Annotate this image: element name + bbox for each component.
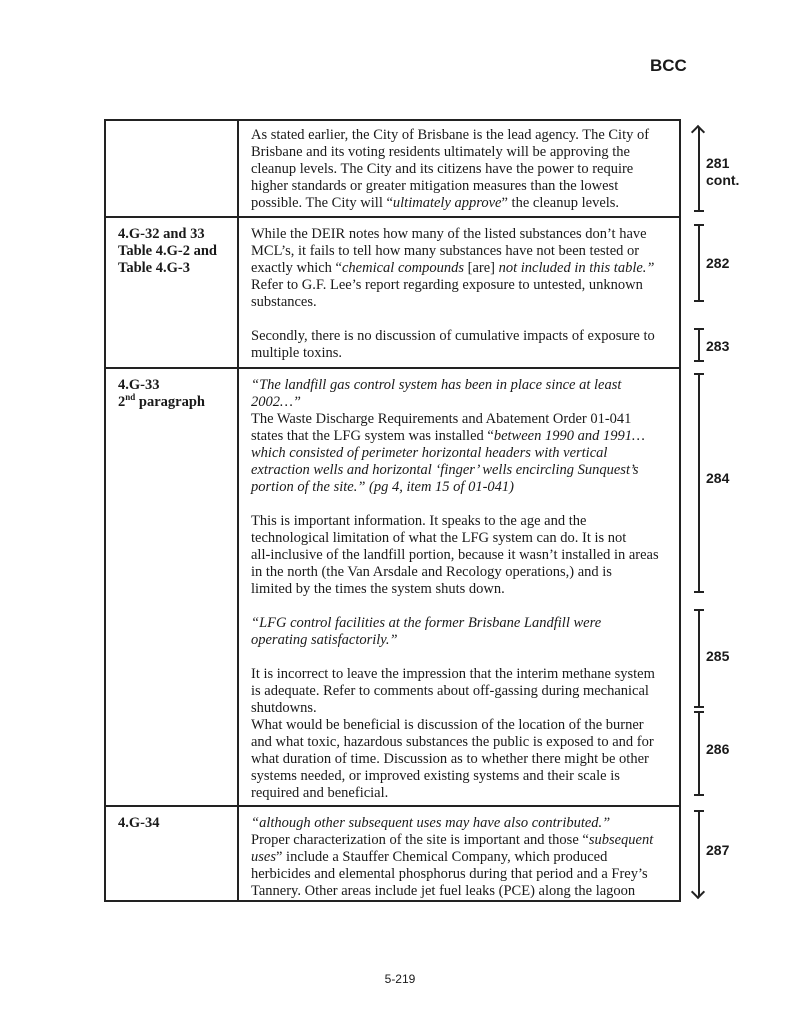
paragraph: While the DEIR notes how many of the listed substances don’t have MCL’s, it fails to tell how many substances have not been tested or exactly which “chemical compounds [are] not included in this table.” Refer to G.F. Lee’s report regarding exposure to untested, unknown substances.: [251, 226, 655, 310]
comment-number-284: 284: [706, 470, 730, 486]
comment-bracket-285: [694, 609, 704, 708]
comment-cell-row-3: [251, 377, 676, 802]
comment-bracket-282: [694, 224, 704, 302]
comment-bracket-286: [694, 711, 704, 796]
section-reference-row-2: 4.G-32 and 33 Table 4.G-2 and Table 4.G-3: [118, 226, 217, 276]
column-divider: [237, 121, 239, 900]
paragraph: This is important information. It speaks to the age and the technological limitation of what the LFG system can do. It is not all-inclusive of the landfill portion, because it wasn’t installed in areas in the north (the Van Arsdale and Recology operations,) and is limited by the times the system shuts down.: [251, 513, 659, 597]
comment-number-282: 282: [706, 255, 730, 271]
paragraph: “LFG control facilities at the former Brisbane Landfill were operating satisfactorily.”: [251, 615, 602, 648]
comment-bracket-287: [694, 810, 704, 896]
paragraph: Secondly, there is no discussion of cumulative impacts of exposure to multiple toxins.: [251, 328, 655, 361]
row-divider: [106, 216, 679, 218]
section-reference-row-4: 4.G-34: [118, 815, 160, 831]
paragraph: As stated earlier, the City of Brisbane is the lead agency. The City of Brisbane and its voting residents ultimately will be approving the cleanup levels. The City and its citizens have the power to require higher standards or greater mitigation measures than the lowest possible. The City will “ultimately approve” the cleanup levels.: [251, 127, 650, 211]
comment-number-285: 285: [706, 648, 730, 664]
paragraph: It is incorrect to leave the impression that the interim methane system is adequate. Refer to comments about off-gassing during mechanical shutdowns. What would be beneficial is discussion of the location of the burner and what toxic, hazardous substances the public is exposed to and for what duration of time. Discussion as to whether there might be other systems needed, or improved existing systems and their scale is required and beneficial.: [251, 666, 655, 801]
comment-table: [104, 119, 681, 902]
comment-bracket-283: [694, 328, 704, 362]
comment-number-287: 287: [706, 842, 730, 858]
comment-cell-row-4: [251, 815, 676, 900]
paragraph: “The landfill gas control system has been in place since at least 2002…” The Waste Discharge Requirements and Abatement Order 01-041 states that the LFG system was installed “between 1990 and 1991… which consisted of perimeter horizontal headers with vertical extraction wells and horizontal ‘finger’ wells encircling Sunquest’s portion of the site.” (pg 4, item 15 of 01-041): [251, 377, 645, 495]
page-number: 5-219: [384, 972, 416, 986]
row-divider: [106, 367, 679, 369]
comment-number-283: 283: [706, 338, 730, 354]
comment-bracket-284: [694, 373, 704, 593]
comment-number-281: 281 cont.: [706, 155, 740, 188]
document-code-header: BCC: [650, 56, 687, 75]
section-reference-row-3: 4.G-33 2nd paragraph: [118, 377, 205, 410]
paragraph: “although other subsequent uses may have also contributed.” Proper characterization of the site is important and those “subsequent uses” include a Stauffer Chemical Company, which produced herbicides and elemental phosphorus during that period and a Frey’s Tannery. Other areas include jet fuel leaks (PCE) along the lagoon: [251, 815, 654, 899]
row-divider: [106, 805, 679, 807]
comment-cell-row-1: [251, 127, 676, 212]
comment-cell-row-2: [251, 226, 676, 362]
comment-number-286: 286: [706, 741, 730, 757]
comment-bracket-281: [694, 128, 704, 212]
